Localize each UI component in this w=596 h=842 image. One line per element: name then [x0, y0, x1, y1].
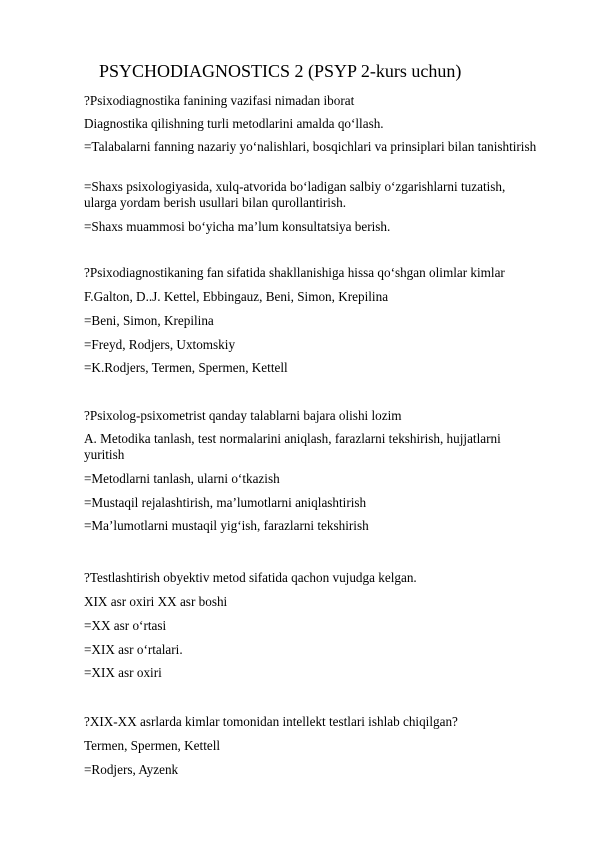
question-1-option-1: =Talabalarni fanning nazariy yo‘nalishlari, bosqichlari va prinsiplari bilan tanishtirish — [84, 139, 537, 154]
question-3-option-2: =Mustaqil rejalashtirish, ma’lumotlarni aniqlashtirish — [84, 495, 367, 510]
question-2-option-2: =Freyd, Rodjers, Uxtomskiy — [84, 337, 236, 352]
question-5: ?XIX-XX asrlarda kimlar tomonidan intellekt testlari ishlab chiqilgan? — [84, 714, 458, 729]
document-title: PSYCHODIAGNOSTICS 2 (PSYP 2-kurs uchun) — [99, 61, 462, 81]
question-3-answer: A. Metodika tanlash, test normalarini aniqlash, farazlarni tekshirish, hujjatlarni yuritish — [84, 431, 501, 462]
question-2-option-3: =K.Rodjers, Termen, Spermen, Kettell — [84, 360, 288, 375]
question-1-option-2: =Shaxs psixologiyasida, xulq-atvorida bo‘ladigan salbiy o‘zgarishlarni tuzatish, ularga yordam berish usullari bilan qurollantirish. — [84, 179, 506, 210]
question-5-answer: Termen, Spermen, Kettell — [84, 738, 221, 753]
question-2: ?Psixodiagnostikaning fan sifatida shakllanishiga hissa qo‘shgan olimlar kimlar — [84, 265, 505, 280]
question-1-option-3: =Shaxs muammosi bo‘yicha ma’lum konsultatsiya berish. — [84, 219, 391, 234]
question-4-option-3: =XIX asr oxiri — [84, 665, 162, 680]
question-2-option-1: =Beni, Simon, Krepilina — [84, 313, 214, 328]
question-3-option-3: =Ma’lumotlarni mustaqil yig‘ish, farazlarni tekshirish — [84, 518, 369, 533]
question-5-option-1: =Rodjers, Ayzenk — [84, 762, 179, 777]
question-4-option-2: =XIX asr o‘rtalari. — [84, 642, 183, 657]
question-2-answer: F.Galton, D..J. Kettel, Ebbingauz, Beni, Simon, Krepilina — [84, 289, 389, 304]
question-4-answer: XIX asr oxiri XX asr boshi — [84, 594, 228, 609]
question-1: ?Psixodiagnostika fanining vazifasi nimadan iborat — [84, 93, 355, 108]
question-3-option-1: =Metodlarni tanlash, ularni o‘tkazish — [84, 471, 280, 486]
question-4: ?Testlashtirish obyektiv metod sifatida qachon vujudga kelgan. — [84, 570, 417, 585]
question-3: ?Psixolog-psixometrist qanday talablarni bajara olishi lozim — [84, 408, 402, 423]
question-4-option-1: =XX asr o‘rtasi — [84, 618, 167, 633]
question-1-answer: Diagnostika qilishning turli metodlarini amalda qo‘llash. — [84, 116, 384, 131]
